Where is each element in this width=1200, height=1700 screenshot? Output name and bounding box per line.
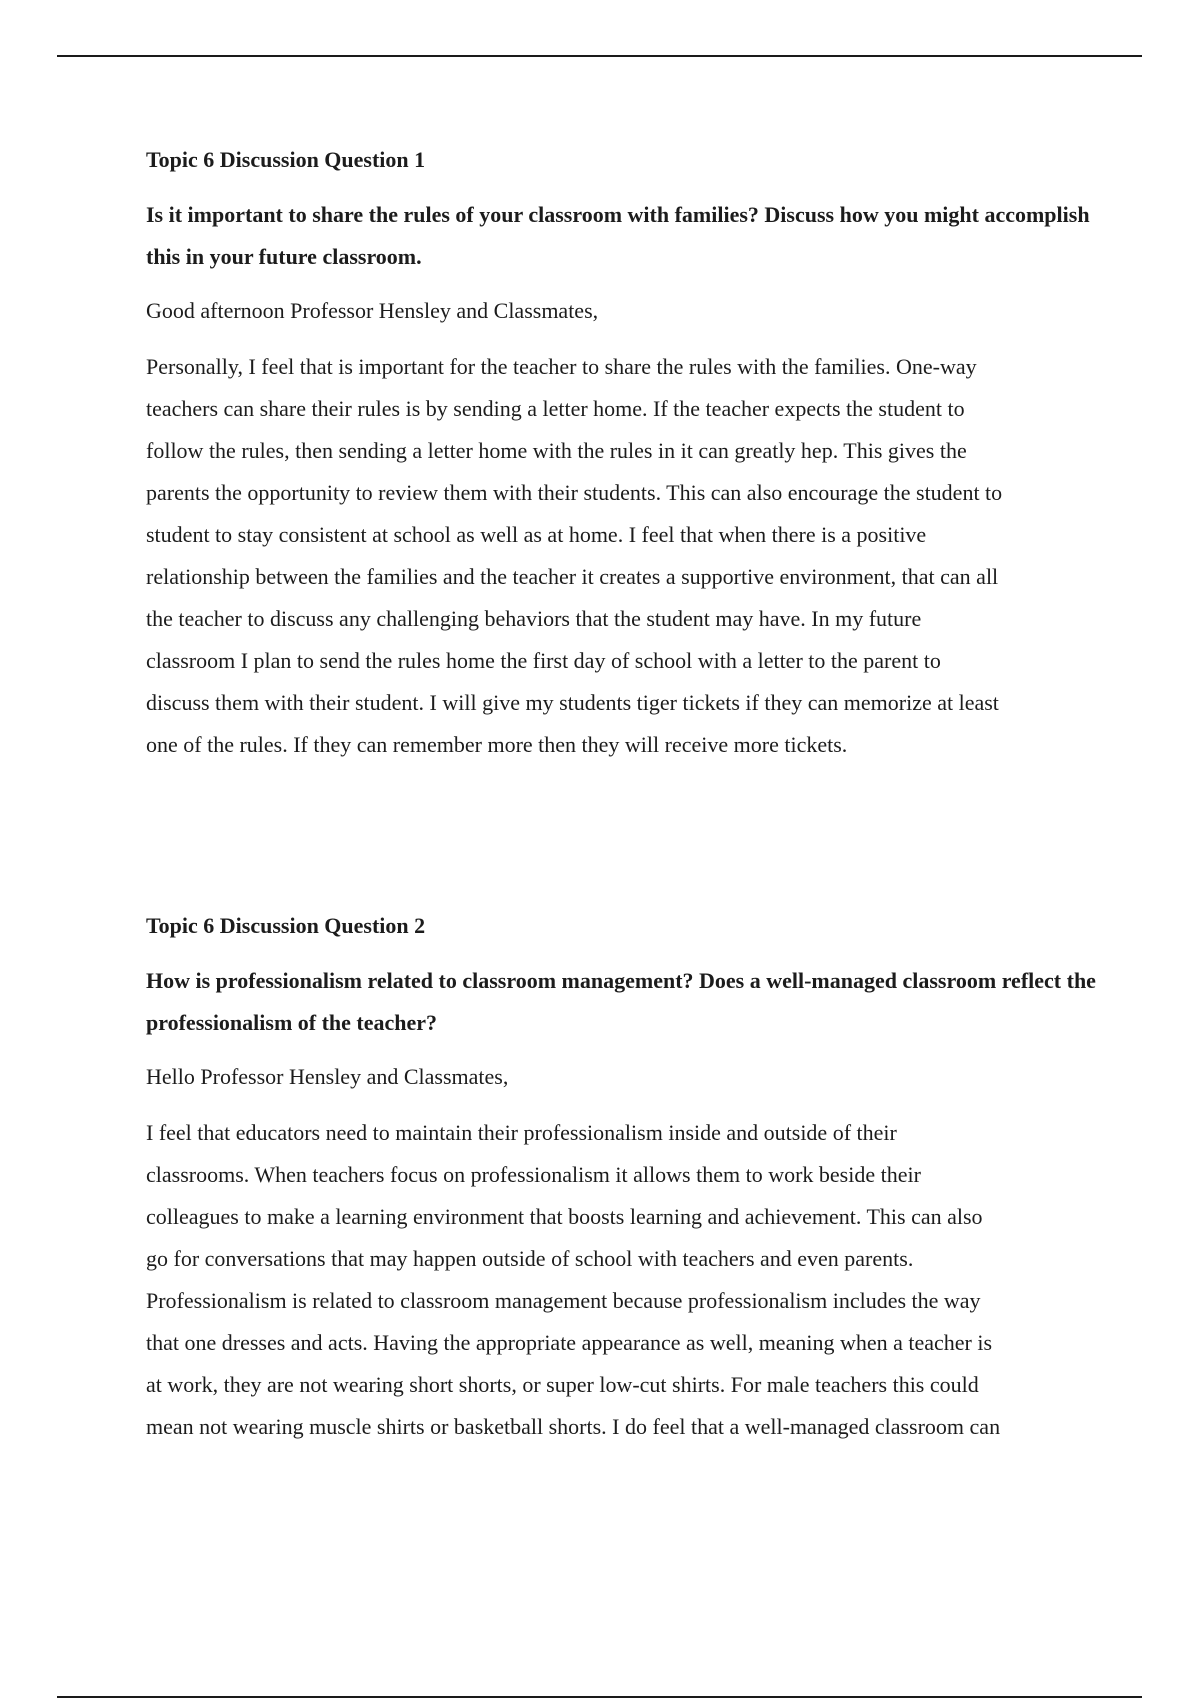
- body-line: follow the rules, then sending a letter home with the rules in it can greatly hep. This gives the: [146, 438, 967, 463]
- body-line: classroom I plan to send the rules home the first day of school with a letter to the parent to: [146, 648, 941, 673]
- topic-title: Topic 6 Discussion Question 1: [146, 147, 426, 172]
- bottom-rule: [57, 1696, 1142, 1698]
- discussion-question: Is it important to share the rules of your classroom with families? Discuss how you might accomplish this in your future classroom.: [146, 202, 1090, 269]
- body-line: go for conversations that may happen outside of school with teachers and even parents.: [146, 1246, 914, 1271]
- greeting: Hello Professor Hensley and Classmates,: [146, 1064, 509, 1089]
- body-line: relationship between the families and the teacher it creates a supportive environment, that can all: [146, 564, 999, 589]
- body-line: parents the opportunity to review them with their students. This can also encourage the student to: [146, 480, 1003, 505]
- topic-title: Topic 6 Discussion Question 2: [146, 913, 426, 938]
- body-line: at work, they are not wearing short shorts, or super low-cut shirts. For male teachers this could: [146, 1372, 979, 1397]
- response-body: [146, 346, 1096, 766]
- greeting: Good afternoon Professor Hensley and Classmates,: [146, 298, 599, 323]
- discussion-question: How is professionalism related to classroom management? Does a well-managed classroom reflect the professionalism of the teacher?: [146, 968, 1096, 1035]
- discussion-section-2: [146, 911, 1096, 1448]
- body-line: one of the rules. If they can remember more then they will receive more tickets.: [146, 732, 848, 757]
- discussion-section-1: [146, 145, 1096, 766]
- body-line: student to stay consistent at school as well as at home. I feel that when there is a positive: [146, 522, 927, 547]
- body-line: that one dresses and acts. Having the appropriate appearance as well, meaning when a teacher is: [146, 1330, 993, 1355]
- body-line: mean not wearing muscle shirts or basketball shorts. I do feel that a well-managed classroom can: [146, 1414, 1001, 1439]
- body-line: colleagues to make a learning environment that boosts learning and achievement. This can also: [146, 1204, 983, 1229]
- response-body: [146, 1112, 1096, 1448]
- body-line: discuss them with their student. I will give my students tiger tickets if they can memorize at least: [146, 690, 999, 715]
- body-line: the teacher to discuss any challenging behaviors that the student may have. In my future: [146, 606, 922, 631]
- body-line: classrooms. When teachers focus on professionalism it allows them to work beside their: [146, 1162, 921, 1187]
- body-line: I feel that educators need to maintain their professionalism inside and outside of their: [146, 1120, 897, 1145]
- top-rule: [57, 55, 1142, 57]
- body-line: teachers can share their rules is by sending a letter home. If the teacher expects the student to: [146, 396, 965, 421]
- body-line: Personally, I feel that is important for the teacher to share the rules with the families. One-way: [146, 354, 977, 379]
- body-line: Professionalism is related to classroom management because professionalism includes the way: [146, 1288, 981, 1313]
